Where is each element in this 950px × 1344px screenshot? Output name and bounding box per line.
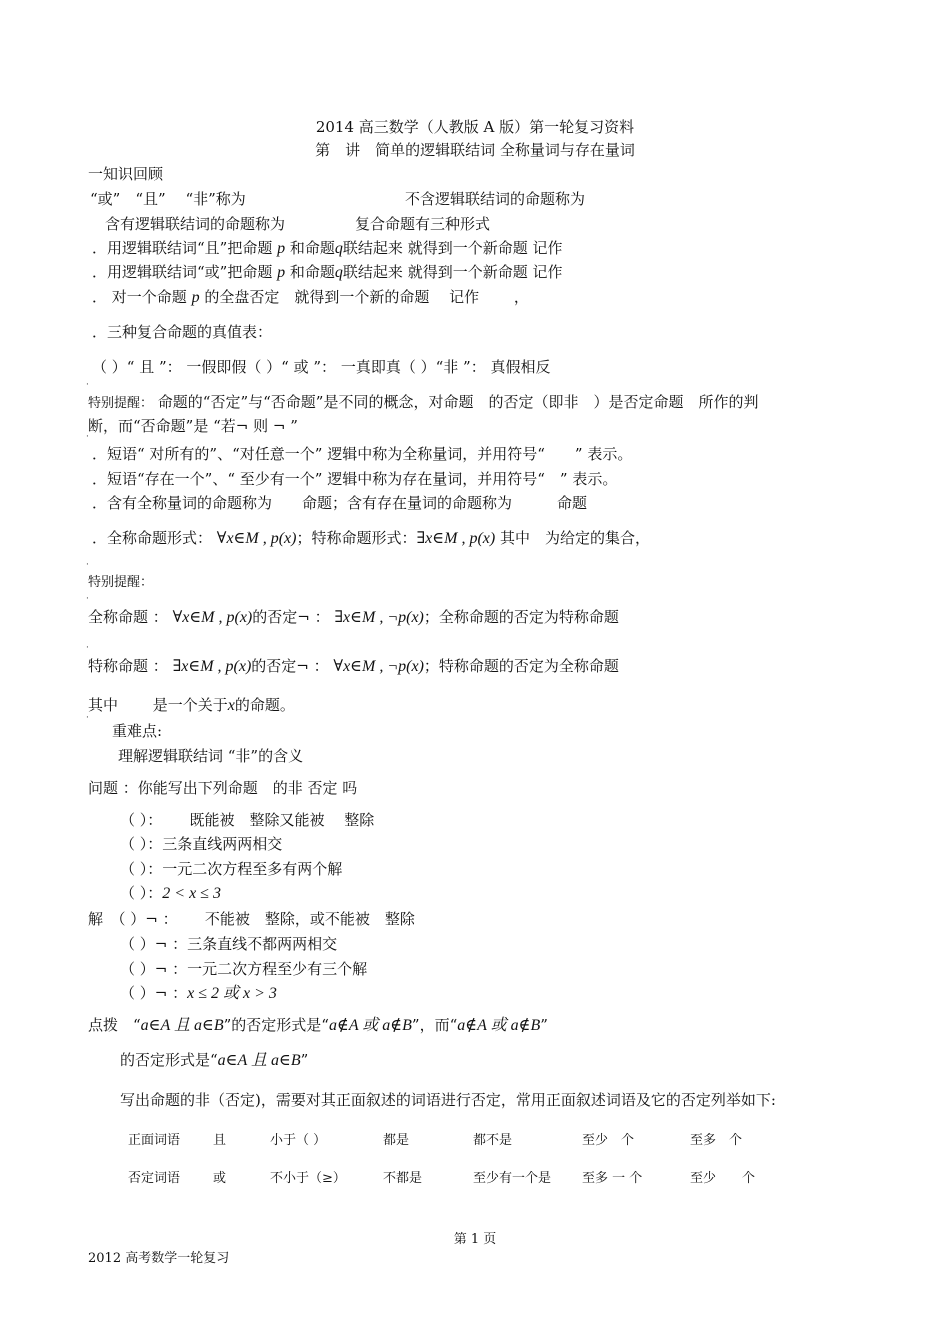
text-line [92, 287, 529, 308]
text-line: 含有逻辑联结词的命题称为 [105, 215, 286, 233]
text-line: 问题 ：你能写出下列命题 的非 否定 吗 [88, 779, 358, 797]
table-cell: 至少有一个是 [473, 1171, 552, 1186]
list-item: （ ）¬ ：三条直线不都两两相交 [120, 935, 338, 953]
note-label: 特别提醒： [88, 575, 154, 590]
document-subtitle: 第 讲 简单的逻辑联结词 全称量词与存在量词 [315, 141, 635, 159]
table-cell: 至少 个 [690, 1171, 756, 1186]
text-line [120, 1050, 308, 1071]
text-segment: ”，而“ [411, 1016, 458, 1034]
text-line: 断，而“否命题”是 “若¬ 则 ¬ ” [88, 417, 298, 435]
footer-note: 2012 高考数学一轮复习 [88, 1251, 230, 1266]
text-segment: 的否定¬ ： [252, 608, 330, 626]
text-segment: ”的否定形式是“ [223, 1016, 329, 1034]
list-item: （ ）¬ ：一元二次方程至少有三个解 [120, 960, 368, 978]
text-line: ．含有全称量词的命题称为 命题；含有存在量词的命题称为 命题 [92, 494, 588, 512]
table-cell: 不都是 [383, 1171, 423, 1186]
text-segment: （ ）： [120, 884, 163, 902]
text-segment: 和命题 [289, 239, 335, 257]
text-segment: 的否定形式是“ [120, 1051, 218, 1069]
math-p: p [277, 264, 286, 281]
text-segment: ” [300, 1051, 309, 1069]
math-formula: a∈A 且 a∈B [217, 1052, 301, 1069]
text-segment: ．全称命题形式： [92, 529, 213, 547]
note-label: 特别提醒： [88, 396, 154, 411]
text-line [88, 695, 295, 716]
table-cell: 不小于（≥） [270, 1171, 346, 1186]
text-line: 重难点: [112, 722, 163, 740]
text-line [92, 238, 562, 259]
page-number: 第 1 页 [453, 1232, 497, 1247]
list-item [120, 883, 221, 904]
text-segment: 的否定¬ ： [251, 657, 329, 675]
list-item: （ ）： 既能被 整除又能被 整除 [120, 811, 375, 829]
text-line: ．短语“ 对所有的”、“对任意一个” 逻辑中称为全称量词，并用符号“ ” 表示。 [92, 445, 633, 463]
text-segment: 的命题。 [234, 696, 295, 714]
text-line [88, 392, 758, 414]
math-formula: a∉A 或 a∉B [457, 1017, 541, 1034]
table-cell: 小于（ ） [270, 1133, 327, 1148]
text-segment: 其中 是一个关于 [88, 696, 228, 714]
table-cell: 且 [213, 1133, 227, 1148]
math-formula: ∃x∈M , ¬p(x) [334, 609, 424, 626]
table-cell: 至多 一 个 [582, 1171, 643, 1186]
math-q: q [334, 240, 343, 257]
list-item [120, 983, 277, 1004]
paragraph-marker: · [86, 560, 89, 570]
paragraph-marker: · [86, 380, 89, 390]
list-item: （ ）：三条直线两两相交 [120, 835, 283, 853]
text-line [88, 1015, 548, 1036]
document-title: 2014 高三数学（人教版 A 版）第一轮复习资料 [315, 118, 635, 136]
text-line: 写出命题的非（否定)，需要对其正面叙述的词语进行否定，常用正面叙述词语及它的否定列举如下: [120, 1091, 776, 1109]
math-formula: 2 < x ≤ 3 [162, 885, 221, 902]
text-segment: ；特称命题的否定为全称命题 [423, 657, 619, 675]
math-formula: ∀x∈M , p(x) [216, 530, 297, 547]
text-segment: 全称命题 ： [88, 608, 168, 626]
math-formula: a∉A 或 a∉B [328, 1017, 412, 1034]
math-q: q [334, 264, 343, 281]
table-cell: 至少 个 [582, 1133, 635, 1148]
table-cell: 至多 个 [690, 1133, 743, 1148]
math-formula: ∀x∈M , ¬p(x) [333, 658, 424, 675]
table-cell: 都是 [383, 1133, 410, 1148]
text-line: “或” “且” “非”称为 [90, 190, 246, 208]
text-segment: 点拨 “ [88, 1016, 141, 1034]
text-segment: 和命题 [289, 263, 335, 281]
list-item: （ ）：一元二次方程至多有两个解 [120, 860, 343, 878]
math-x: x [227, 697, 235, 714]
text-line [88, 607, 619, 628]
paragraph-marker: · [86, 594, 89, 604]
text-segment: 特称命题 ： [88, 657, 168, 675]
text-segment: 联结起来 就得到一个新命题 记作 [342, 239, 563, 257]
text-segment: 命题的“否定”与“否命题”是不同的概念，对命题 的否定（即非 ）是否定命题 所作的判 [157, 393, 759, 411]
text-line [92, 528, 650, 549]
math-p: p [191, 289, 200, 306]
text-segment: ． 对一个命题 [92, 288, 187, 306]
table-cell: 否定词语 [128, 1171, 181, 1186]
text-line: ．三种复合命题的真值表： [92, 323, 273, 341]
list-item: 解 （ ）¬ ： 不能被 整除，或不能被 整除 [88, 910, 415, 928]
text-line [88, 656, 619, 677]
text-segment: ；特称命题形式： [296, 529, 417, 547]
math-formula: ∃x∈M , p(x) [172, 658, 252, 675]
text-segment: ” [540, 1016, 548, 1034]
text-line: 复合命题有三种形式 [355, 215, 491, 233]
math-formula: x ≤ 2 或 x > 3 [187, 985, 277, 1002]
text-segment: （ ）¬ ： [120, 984, 188, 1002]
text-segment: 其中 为给定的集合， [500, 529, 651, 547]
paragraph-marker: · [86, 713, 89, 723]
text-segment: 联结起来 就得到一个新命题 记作 [342, 263, 563, 281]
text-line: 理解逻辑联结词 “非”的含义 [118, 747, 304, 765]
math-formula: ∃x∈M , p(x) [416, 530, 496, 547]
math-p: p [277, 240, 286, 257]
paragraph-marker: · [86, 432, 89, 442]
text-segment: ．用逻辑联结词“或”把命题 [92, 263, 273, 281]
text-line: （ ）“ 且 ”： 一假即假（ ）“ 或 ”： 一真即真（ ）“非 ”： 真假相反 [92, 358, 551, 376]
paragraph-marker: · [86, 643, 89, 653]
table-cell: 或 [213, 1171, 227, 1186]
table-cell: 正面词语 [128, 1133, 181, 1148]
text-line: 不含逻辑联结词的命题称为 [405, 190, 586, 208]
section-heading: 一知识回顾 [88, 165, 164, 183]
text-line: ．短语“存在一个”、“ 至少有一个” 逻辑中称为存在量词，并用符号“ ” 表示。 [92, 470, 618, 488]
math-formula: a∈A 且 a∈B [140, 1017, 224, 1034]
text-segment: ；全称命题的否定为特称命题 [423, 608, 619, 626]
table-cell: 都不是 [473, 1133, 513, 1148]
math-formula: ∀x∈M , p(x) [172, 609, 253, 626]
text-segment: 的全盘否定 就得到一个新的命题 记作 ， [204, 288, 529, 306]
text-segment: ．用逻辑联结词“且”把命题 [92, 239, 273, 257]
text-line [92, 262, 562, 283]
